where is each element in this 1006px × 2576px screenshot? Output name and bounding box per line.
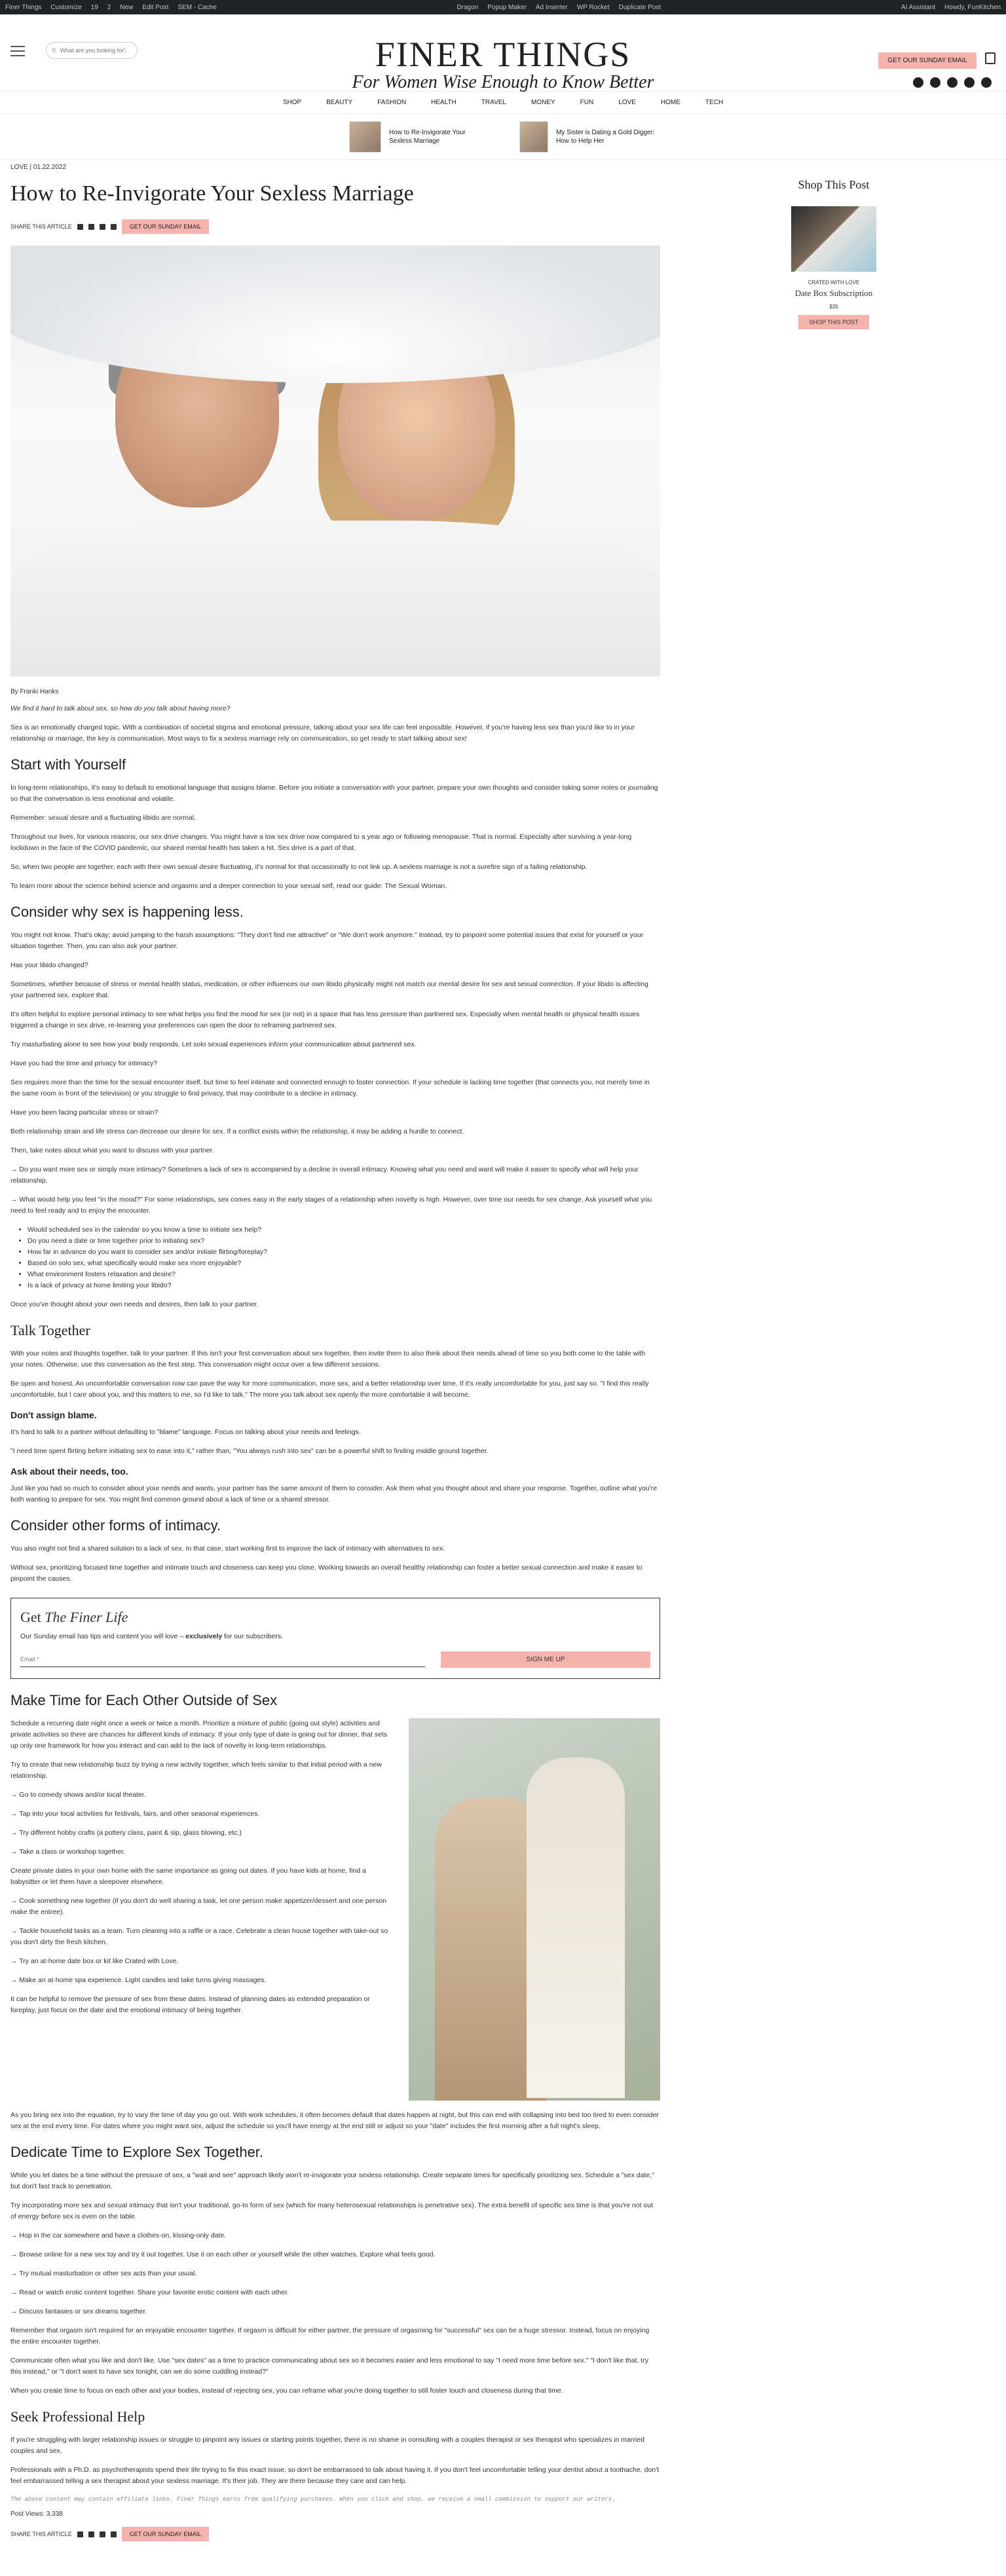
nav-item-love[interactable]: LOVE bbox=[618, 99, 636, 106]
product-name[interactable]: Date Box Subscription bbox=[794, 288, 873, 298]
paragraph: Have you had the time and privacy for intimacy? bbox=[10, 1059, 158, 1067]
list-item: • How far in advance do you want to consider sex and/or initiate flirting/foreplay? bbox=[28, 1247, 660, 1258]
wp-item[interactable]: Duplicate Post bbox=[618, 3, 661, 11]
paragraph: In long-term relationships, it's easy to default to emotional language that assigns blame. Before you initiate a conversation with your partner, prepare your own thoughts and consider taking some notes or journaling so that the conversation is less emotional and volatile. bbox=[10, 784, 658, 803]
sub-heading: Don't assign blame. bbox=[10, 1410, 97, 1420]
share-bar bbox=[10, 219, 660, 234]
affiliate-disclaimer: The above content may contain affiliate links. Finer Things earns from qualifying purchases. When you click and shop, we receive a small commission to support our writers. bbox=[10, 2496, 616, 2503]
promo-title: How to Re-Invigorate Your Sexless Marriage bbox=[388, 128, 466, 145]
instagram-icon[interactable] bbox=[913, 77, 923, 88]
paragraph: While you let dates be a time without the pressure of sex, a "wait and see" approach likely won't re-invigorate your sexless relationship. Create separate times for specifically prioritizing sex. Schedule a "sex date," but don't fast track to penetration. bbox=[10, 2171, 654, 2190]
paragraph: Schedule a recurring date night once a week or twice a month. Prioritize a mixture of public (going out style) activities and private activities so there are chances for different kinds of intimacy. If your only type of date is going out for dinner, that sets up only one framework for how you interact and can add to the lack of novelty in long-term relationships. bbox=[10, 1720, 388, 1750]
section-heading: Dedicate Time to Explore Sex Together. bbox=[10, 2144, 264, 2160]
paragraph: Try incorporating more sex and sexual intimacy that isn't your traditional, go-to form of sex (which for many heterosexual relationships is penetrative sex). The extra benefit of specific sex time is that you're not out of energy before sex is even on the table. bbox=[10, 2201, 653, 2220]
article-meta: LOVE | 01.22.2022 bbox=[10, 164, 66, 171]
paragraph: → What would help you feel "in the mood?" For some relationships, sex comes easy in the early stages of a relationship when novelty is high. However, over time our needs for sex change. Ask yourself what you need to feel ready and to enjoy the encounter. bbox=[10, 1196, 652, 1215]
sunday-email-button[interactable]: GET OUR SUNDAY EMAIL bbox=[878, 52, 977, 69]
nav-item-tech[interactable]: TECH bbox=[705, 99, 724, 106]
wp-item[interactable]: New bbox=[120, 3, 134, 11]
paragraph: Create private dates in your own home with the same importance as going out dates. If you have kids at home, find a babysitter or let them have a sleepover elsewhere. bbox=[10, 1867, 366, 1886]
sign-up-button[interactable]: SIGN ME UP bbox=[441, 1651, 650, 1668]
wp-item[interactable]: WP Rocket bbox=[576, 3, 610, 11]
hero-image bbox=[10, 246, 660, 676]
cart-icon[interactable] bbox=[985, 52, 996, 64]
nav-item-fashion[interactable]: FASHION bbox=[377, 99, 407, 106]
wp-item[interactable]: Customize bbox=[50, 3, 82, 11]
logo-tagline: For Women Wise Enough to Know Better bbox=[352, 72, 654, 92]
paragraph: → Make an at-home spa experience. Light candles and take turns giving massages. bbox=[10, 1976, 267, 1984]
paragraph: It can be helpful to remove the pressure of sex from these dates. Instead of planning dates as extended preparation or foreplay, just focus on the date and the emotional intimacy of being together. bbox=[10, 1995, 370, 2014]
promo-thumbnail bbox=[519, 121, 548, 153]
section-heading: Consider other forms of intimacy. bbox=[10, 1517, 221, 1534]
intro: We find it hard to talk about sex, so how do you talk about having more? bbox=[10, 705, 231, 712]
paragraph: Both relationship strain and life stress can decrease our desire for sex. If a conflict exists within the relationship, it may be adding a hurdle to connect. bbox=[10, 1128, 464, 1135]
couple-image bbox=[409, 1718, 660, 2101]
paragraph: → Discuss fantasies or sex dreams together. bbox=[10, 2308, 147, 2315]
list-item: • What environment fosters relaxation and desire? bbox=[28, 1269, 660, 1280]
paragraph: Sometimes, whether because of stress or mental health status, medication, or other influences our own libido physically might not match our mental desire for sex and sexual connection. If your libido is affecting your partnered sex, explore that. bbox=[10, 980, 648, 999]
product-brand: CRATED WITH LOVE bbox=[808, 280, 860, 285]
twitter-icon[interactable] bbox=[88, 224, 94, 230]
site-header bbox=[0, 14, 1006, 92]
wp-item[interactable]: Howdy, FunKitchen bbox=[944, 3, 1001, 11]
list-item: • Would scheduled sex in the calendar so you know a time to initiate sex help? bbox=[28, 1224, 660, 1236]
share-label: SHARE THIS ARTICLE bbox=[10, 223, 72, 230]
wp-admin-bar bbox=[0, 0, 1006, 14]
list-item: • Do you need a date or time together prior to initiating sex? bbox=[28, 1236, 660, 1247]
article bbox=[10, 164, 660, 2553]
paragraph: To learn more about the science behind science and orgasms and a deeper connection to your sexual self, read our guide: The Sexual Woman. bbox=[10, 882, 447, 890]
paragraph: Be open and honest. An uncomfortable conversation now can pave the way for more communication, more sex, and a better relationship over time. If it's really uncomfortable for you, just say so. "I find this really uncomfortable, but I care about you, and this matters to me, so I'd like to talk." The more you talk about sex openly the more comfortable it will become. bbox=[10, 1380, 649, 1399]
promo-item[interactable] bbox=[519, 120, 657, 153]
wp-item[interactable]: Ad Inserter bbox=[535, 3, 568, 11]
facebook-icon[interactable] bbox=[77, 2531, 83, 2537]
paragraph: "I need time spent flirting before initiating sex to ease into it," rather than, "You always rush into sex" can be a powerful shift to finding middle ground together. bbox=[10, 1447, 489, 1455]
paragraph: With your notes and thoughts together, talk to your partner. If this isn't your first conversation about sex together, then invite them to also think about their needs ahead of time so you both come to the table with your notes. Otherwise, use this conversation as the first step. This conversation might occur over a few different sessions. bbox=[10, 1350, 646, 1369]
email-field[interactable] bbox=[20, 1651, 425, 1667]
paragraph: As you bring sex into the equation, try to vary the time of day you go out. With work schedules, it often becomes default that dates happen at night, but this can end with collapsing into bed too tired to even consider sex at the end every time. For dates where you might want sex, adjust the schedule so you'll have energy at the end still or adjust so your "date" includes the first morning after a full night's sleep. bbox=[10, 2111, 659, 2130]
search-icon: ⚲ bbox=[52, 46, 56, 54]
nav-item-money[interactable]: MONEY bbox=[531, 99, 555, 106]
site-logo[interactable] bbox=[0, 37, 1006, 93]
paragraph: Try to create that new relationship buzz by trying a new activity together, which feels similar to that initial period with a new relationship. bbox=[10, 1761, 382, 1780]
paragraph: → Tackle household tasks as a team. Turn cleaning into a raffle or a race. Celebrate a clean house together with take-out so you don't dirty the fresh kitchen. bbox=[10, 1927, 388, 1946]
twitter-icon[interactable] bbox=[88, 2531, 94, 2537]
shop-this-post-button[interactable]: SHOP THIS POST bbox=[798, 315, 868, 329]
paragraph: Remember that orgasm isn't required for an enjoyable encounter together. If orgasm is difficult for either partner, the pressure of orgasming for "successful" sex can be a huge stressor. Instead, focus on enjoying the entire encounter together. bbox=[10, 2327, 650, 2346]
paragraph: Then, take notes about what you want to discuss with your partner. bbox=[10, 1147, 214, 1154]
pinterest-icon[interactable] bbox=[100, 224, 105, 230]
paragraph: It's hard to talk to a partner without defaulting to "blame" language. Focus on talking about your needs and feelings. bbox=[10, 1428, 361, 1436]
facebook-icon[interactable] bbox=[77, 224, 83, 230]
promo-thumbnail bbox=[349, 121, 381, 153]
paragraph: It's often helpful to explore personal intimacy to see what helps you find the mood for sex (or not) in a space that has less pressure than partnered sex. Especially when mental health or physical health issues triggered a change in sex drive, re-learning your preferences can open the door to reframing partnered sex. bbox=[10, 1010, 640, 1029]
email-icon[interactable] bbox=[111, 2531, 117, 2537]
paragraph: → Read or watch erotic content together. Share your favorite erotic content with each other. bbox=[10, 2289, 289, 2296]
article-title: How to Re-Invigorate Your Sexless Marriage bbox=[10, 181, 414, 206]
share-email-button[interactable]: GET OUR SUNDAY EMAIL bbox=[122, 219, 210, 234]
list-item: • Is a lack of privacy at home limiting your libido? bbox=[28, 1280, 660, 1291]
wp-item[interactable]: SEM - Cache bbox=[177, 3, 217, 11]
nav-item-home[interactable]: HOME bbox=[660, 99, 680, 106]
paragraph: Without sex, prioritizing focused time together and intimate touch and closeness can keep you close. Working towards an overall healthy relationship can foster a better sexual connection and make it easier to pinpoint the causes. bbox=[10, 1564, 643, 1583]
newsletter-signup bbox=[10, 1598, 660, 1679]
sidebar-shop bbox=[791, 178, 876, 329]
wp-item[interactable]: Finer Things bbox=[5, 3, 42, 11]
section-heading: Make Time for Each Other Outside of Sex bbox=[10, 1692, 278, 1708]
share-label: SHARE THIS ARTICLE bbox=[10, 2531, 72, 2537]
nav-item-shop[interactable]: SHOP bbox=[282, 99, 302, 106]
tiktok-icon[interactable] bbox=[964, 77, 975, 88]
sub-heading: Ask about their needs, too. bbox=[10, 1466, 128, 1477]
product-price: $35 bbox=[829, 304, 838, 310]
post-views: Post Views: 3,338 bbox=[10, 2511, 63, 2518]
paragraph: → Try different hobby crafts (a pottery class, paint & sip, glass blowing, etc.) bbox=[10, 1829, 242, 1837]
newsletter-title: Get The Finer Life bbox=[20, 1609, 128, 1625]
paragraph: Professionals with a Ph.D. as psychotherapists spend their life trying to fix this exact issue, so don't be embarrassed to talk about having it. If you don't feel uncomfortable telling your dentist about a toothache, don't feel embarrassed telling a sex therapist about your sexless marriage. It's their job. They are there because they care and can help. bbox=[10, 2466, 660, 2485]
product-image[interactable] bbox=[791, 206, 876, 272]
intro: Sex is an emotionally charged topic. With a combination of societal stigma and emotional pressure, talking about your sex life can feel impossible. However, if you're having less sex than you'd like to in your relationship or marriage, the key is communication. Most ways to fix a sexless marriage rely on communication, so get ready to start talking about sex! bbox=[10, 724, 635, 743]
logo-title: FINER THINGS bbox=[375, 35, 631, 74]
paragraph: → Cook something new together (if you don't do well sharing a task, let one person make appetizer/dessert and one person make the entree). bbox=[10, 1897, 387, 1916]
paragraph: → Hop in the car somewhere and have a clothes-on, kissing-only date. bbox=[10, 2232, 227, 2239]
sidebar-title: Shop This Post bbox=[798, 178, 870, 191]
share-email-button[interactable]: GET OUR SUNDAY EMAIL bbox=[122, 2527, 210, 2541]
paragraph: → Try an at-home date box or kit like Crated with Love. bbox=[10, 1957, 179, 1965]
paragraph: When you create time to focus on each other and your bodies, instead of rejecting sex, you can reframe what you're doing together to still foster touch and closeness during that time. bbox=[10, 2387, 563, 2395]
wp-item[interactable]: Dragon bbox=[456, 3, 479, 11]
list-item: • Based on solo sex, what specifically would make sex more enjoyable? bbox=[28, 1258, 660, 1269]
paragraph: Sex requires more than the time for the sexual encounter itself, but time to feel intimate and connected enough to foster connection. If your schedule is lacking time together (that connects you, not merely time in the same room in front of the television) or you struggle to find privacy, that may contribute to a decline in intimacy. bbox=[10, 1078, 650, 1097]
wp-item[interactable]: 19 bbox=[90, 3, 98, 11]
share-bar-bottom bbox=[10, 2527, 660, 2541]
byline: By Franki Hanks bbox=[10, 688, 59, 695]
section-heading: Consider why sex is happening less. bbox=[10, 904, 244, 920]
paragraph: Try masturbating alone to see how your body responds. Let solo sexual experiences inform your communication about partnered sex. bbox=[10, 1040, 417, 1048]
paragraph: Has your libido changed? bbox=[10, 961, 88, 969]
paragraph: If you're struggling with larger relationship issues or struggle to pinpoint any issues or starting points together, there is no shame in consulting with a couples therapist or sex therapist who specializes in married couples and sex. bbox=[10, 2436, 644, 2455]
promo-item[interactable] bbox=[349, 120, 487, 153]
paragraph: → Do you want more sex or simply more intimacy? Sometimes a lack of sex is accompanied by a decline in overall intimacy. Knowing what you need and want will make it easier to specify what will help your relationship. bbox=[10, 1166, 639, 1185]
paragraph: Throughout our lives, for various reasons, our sex drive changes. You might have a low sex drive now compared to a year ago or following menopause. That is normal. Especially after surviving a year-long lockdown in the face of the COVID pandemic, our shared mental health has taken a hit. Sex drive is a part of that. bbox=[10, 833, 632, 852]
nav-item-health[interactable]: HEALTH bbox=[431, 99, 456, 106]
main-nav bbox=[0, 92, 1006, 114]
pinterest-icon[interactable] bbox=[100, 2531, 105, 2537]
promo-title: My Sister is Dating a Gold Digger: How to Help Her bbox=[556, 128, 655, 145]
section-heading: Seek Professional Help bbox=[10, 2408, 145, 2425]
paragraph: → Try mutual masturbation or other sex acts than your usual. bbox=[10, 2270, 197, 2277]
email-icon[interactable] bbox=[111, 224, 117, 230]
social-links bbox=[913, 77, 992, 88]
paragraph: → Tap into your local activities for festivals, fairs, and other seasonal experiences. bbox=[10, 1810, 260, 1818]
paragraph: Once you've thought about your own needs and desires, then talk to your partner. bbox=[10, 1300, 259, 1308]
paragraph: Remember: sexual desire and a fluctuating libido are normal. bbox=[10, 814, 196, 822]
paragraph: You also might not find a shared solution to a lack of sex. In that case, start working first to improve the lack of intimacy with alternatives to sex. bbox=[10, 1545, 445, 1553]
wp-item[interactable]: Popup Maker bbox=[487, 3, 527, 11]
section-heading: Start with Yourself bbox=[10, 756, 126, 773]
promo-strip bbox=[0, 114, 1006, 160]
nav-item-beauty[interactable]: BEAUTY bbox=[326, 99, 353, 106]
newsletter-description: Our Sunday email has tips and content you will love – exclusively for our subscribers. bbox=[20, 1632, 283, 1640]
section-heading: Talk Together bbox=[10, 1322, 90, 1338]
nav-item-fun[interactable]: FUN bbox=[580, 99, 594, 106]
paragraph: So, when two people are together, each with their own sexual desire fluctuating, it's normal for that occasionally to not link up. A sexless marriage is not a surefire sign of a failing relationship. bbox=[10, 863, 587, 871]
pinterest-icon[interactable] bbox=[930, 77, 941, 88]
paragraph: Communicate often what you like and don't like. Use "sex dates" as a time to practice communicating about sex so it becomes easier and less emotional to say "I need more time before sex." "I don't like that, try this instead," or "I don't want to have sex tonight, can we do some cuddling instead?" bbox=[10, 2357, 648, 2376]
linkedin-icon[interactable] bbox=[981, 77, 992, 88]
nav-item-travel[interactable]: TRAVEL bbox=[481, 99, 506, 106]
facebook-icon[interactable] bbox=[947, 77, 958, 88]
question-list bbox=[28, 1224, 660, 1291]
wp-item[interactable]: AI Assistant bbox=[901, 3, 936, 11]
paragraph: → Take a class or workshop together. bbox=[10, 1848, 125, 1856]
wp-item[interactable]: 2 bbox=[107, 3, 111, 11]
wp-item[interactable]: Edit Post bbox=[142, 3, 169, 11]
paragraph: Just like you had so much to consider about your needs and wants, your partner has the same amount of them to consider. Ask them what you thought about and share your response. Together, outline what you're both wanting to prepare for sex. You might find common ground about a lack of time or a shared stressor. bbox=[10, 1484, 658, 1503]
paragraph: You might not know. That's okay; avoid jumping to the harsh assumptions: "They don't find me attractive" or "We don't work anymore." Instead, try to pinpoint some potential issues that exist for yourself or your situation together. Then, you can also ask your partner. bbox=[10, 931, 644, 950]
paragraph: → Go to comedy shows and/or local theater. bbox=[10, 1791, 146, 1799]
paragraph: → Browse online for a new sex toy and try it out together. Use it on each other or yourself while the other watches. Explore what feels good. bbox=[10, 2251, 436, 2258]
paragraph: Have you been facing particular stress or strain? bbox=[10, 1109, 158, 1116]
